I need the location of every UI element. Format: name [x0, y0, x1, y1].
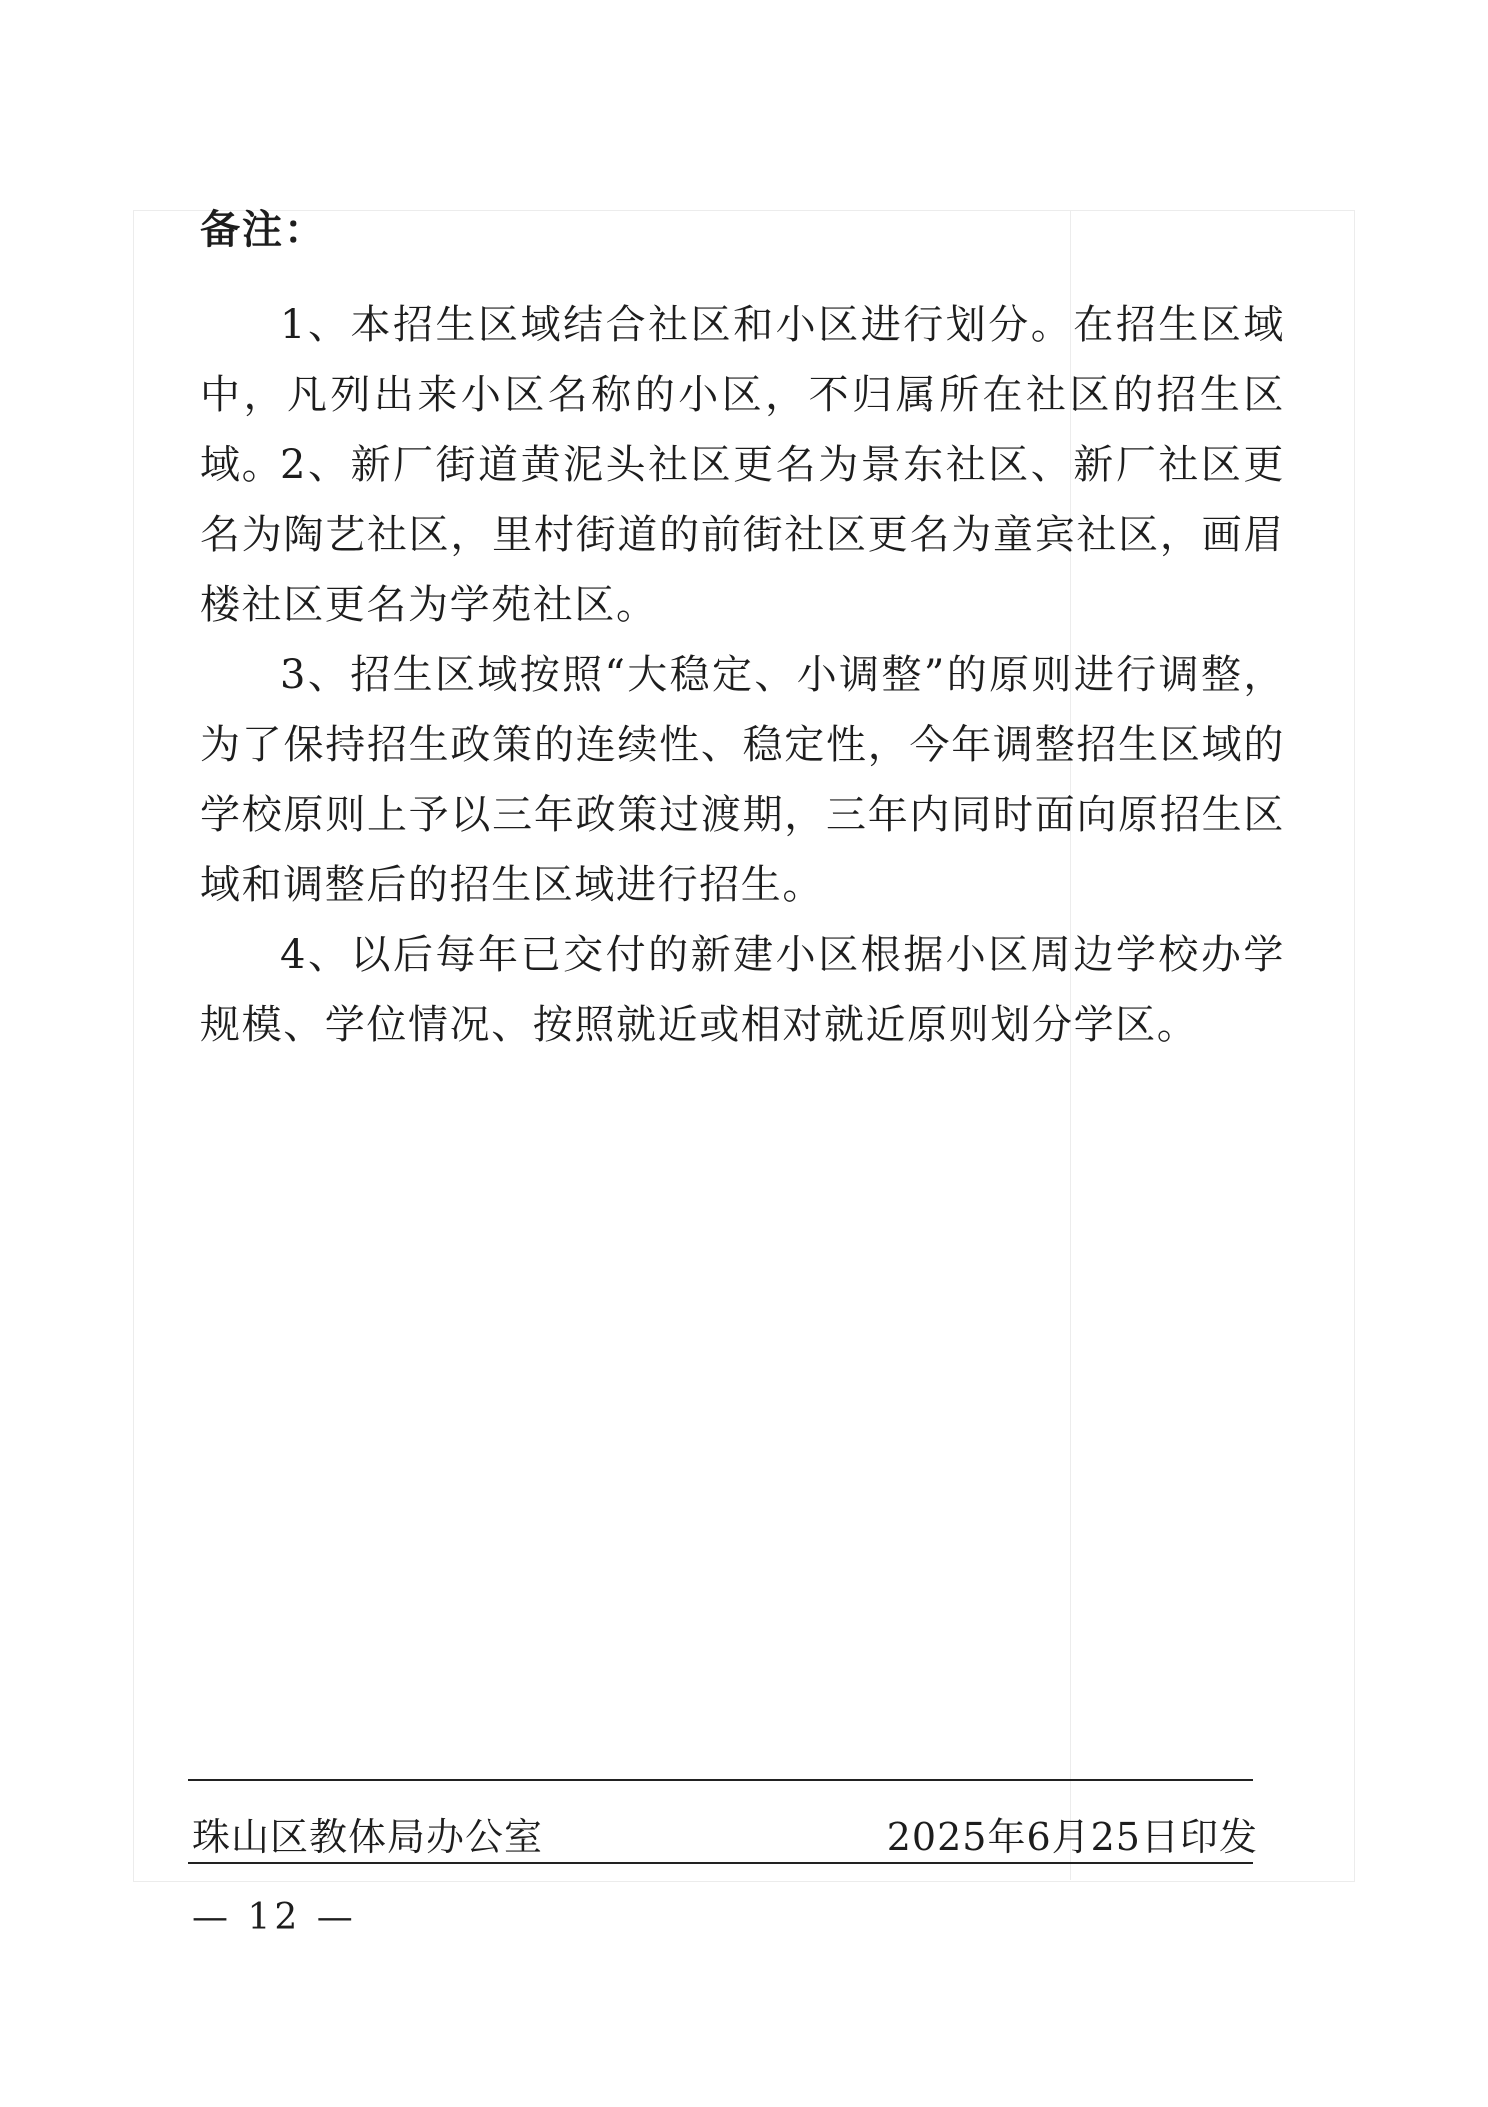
note-item-1: 1、本招生区域结合社区和小区进行划分。在招生区域中，凡列出来小区名称的小区，不归属所在社区的招生区域。	[200, 302, 1285, 488]
footer-top-rule	[188, 1779, 1253, 1781]
issuing-office: 珠山区教体局办公室	[192, 1815, 544, 1859]
note-item-2: 2、新厂街道黄泥头社区更名为景东社区、新厂社区更名为陶艺社区，里村街道的前街社区更名为童宾社区，画眉楼社区更名为学苑社区。	[200, 442, 1285, 628]
issue-date: 2025年6月25日印发	[886, 1815, 1258, 1859]
page-number: — 12 —	[192, 1897, 357, 1938]
footer-bottom-rule	[188, 1862, 1253, 1864]
note-item-4: 4、以后每年已交付的新建小区根据小区周边学校办学规模、学位情况、按照就近或相对就近原则划分学区。	[200, 932, 1285, 1048]
notes-title: 备注：	[200, 206, 326, 253]
note-item-3: 3、招生区域按照“大稳定、小调整”的原则进行调整，为了保持招生政策的连续性、稳定性，今年调整招生区域的学校原则上予以三年政策过渡期，三年内同时面向原招生区域和调整后的招生区域进行招生。	[200, 652, 1285, 908]
